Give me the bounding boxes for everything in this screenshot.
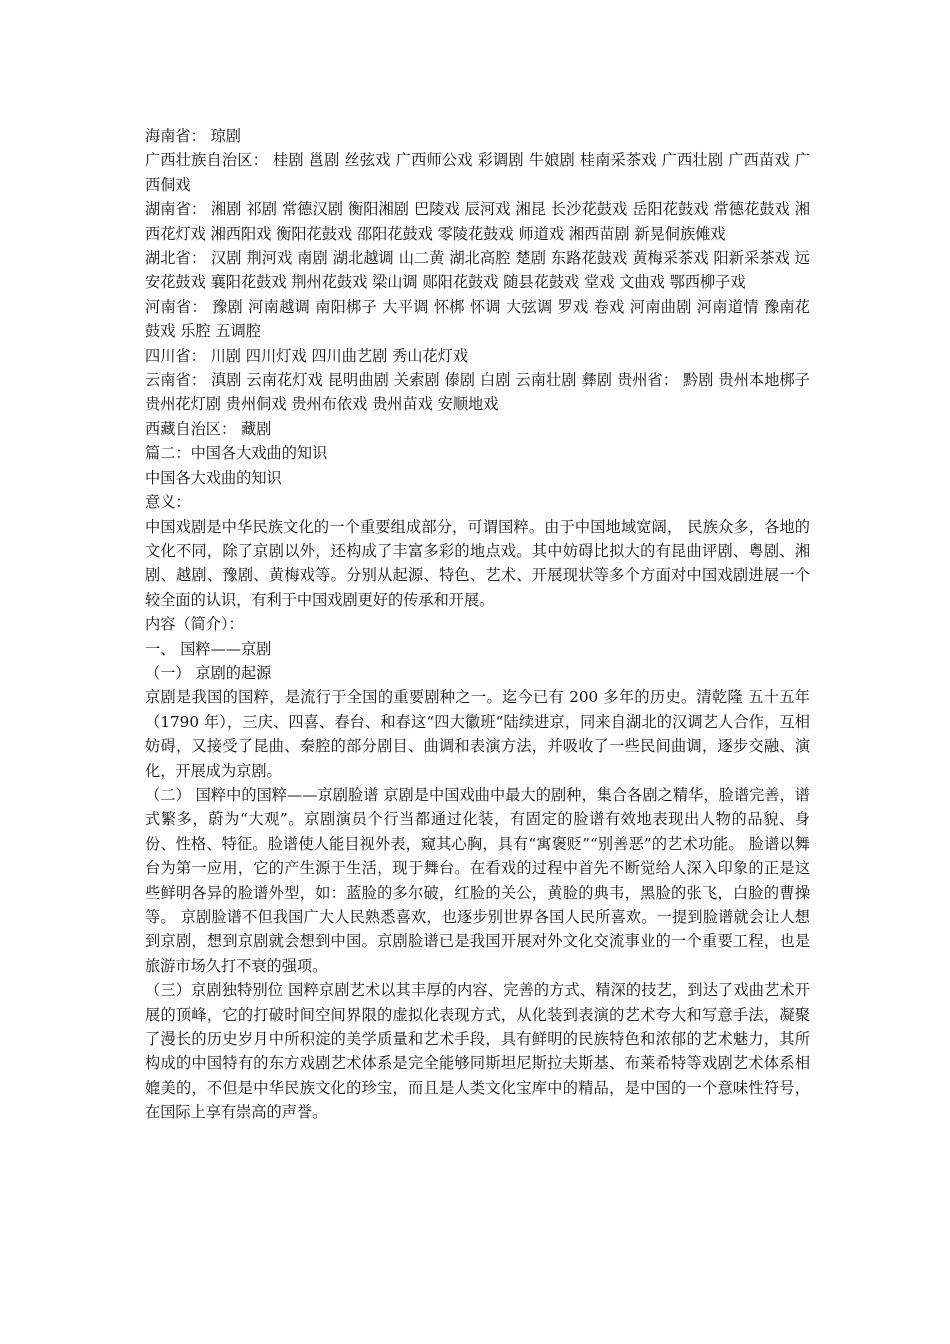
origin-heading: （一） 京剧的起源 — [145, 663, 272, 682]
section-heading: 篇二：中国各大戏曲的知识 — [145, 444, 328, 463]
document-title: 中国各大戏曲的知识 — [145, 468, 282, 487]
hainan-paragraph: 海南省： 琼剧 — [145, 127, 241, 145]
tibet-paragraph: 西藏自治区： 藏剧 — [145, 419, 272, 438]
unique-status-paragraph: （三）京剧独特别位 国粹京剧艺术以其丰厚的内容、完善的方式、精深的技艺，到达了戏曲艺术开展的顶峰，它的打破时间空间界限的虚拟化表现方式，从化装到表演的艺术夸大和写意手法，凝聚了漫长的历史岁月中所积淀的美学质量和艺术手段，具有鲜明的民族特色和浓郁的艺术魅力，其所构成的中国特有的东方戏剧艺术体系是完全能够同斯坦尼斯拉夫斯基、布莱希特等戏剧艺术体系相媲美的，不但是中华民族文化的珍宝，而且是人类文化宝库中的精品，是中国的一个意味性符号，在国际上享有崇高的声誉。 — [145, 981, 810, 1122]
henan-paragraph: 河南省： 豫剧 河南越调 南阳梆子 大平调 怀梆 怀调 大弦调 罗戏 卷戏 河南曲剧 河南道情 豫南花鼓戏 乐腔 五调腔 — [145, 297, 810, 341]
significance-label: 意义： — [145, 493, 191, 512]
hubei-paragraph: 湖北省： 汉剧 荆河戏 南剧 湖北越调 山二黄 湖北高腔 楚剧 东路花鼓戏 黄梅采茶戏 阳新采茶戏 远安花鼓戏 襄阳花鼓戏 荆州花鼓戏 梁山调 郧阳花鼓戏 随县花鼓戏 堂戏 文曲戏 鄂西柳子戏 — [145, 249, 810, 292]
content-label: 内容（简介）： — [145, 615, 244, 634]
hunan-paragraph: 湖南省： 湘剧 祁剧 常德汉剧 衡阳湘剧 巴陵戏 辰河戏 湘昆 长沙花鼓戏 岳阳花鼓戏 常德花鼓戏 湘西花灯戏 湘西阳戏 衡阳花鼓戏 邵阳花鼓戏 零陵花鼓戏 师道戏 湘西苗剧 新晃侗族傩戏 — [145, 200, 810, 243]
origin-paragraph: 京剧是我国的国粹，是流行于全国的重要剧种之一。迄今已有 200 多年的历史。清乾隆 五十五年（1790 年），三庆、四喜、春台、和春这“四大徽班“陆续进京，同来自湖北的汉调艺人合作，互相妨碍，又接受了昆曲、秦腔的部分剧目、曲调和表演方法，并吸收了一些民间曲调，逐步交融、演化，开展成为京剧。 — [145, 688, 810, 780]
part-one-heading: 一、 国粹——京剧 — [145, 639, 272, 658]
significance-paragraph: 中国戏剧是中华民族文化的一个重要组成部分，可谓国粹。由于中国地域宽阔， 民族众多，各地的文化不同，除了京剧以外，还构成了丰富多彩的地点戏。其中妨碍比拟大的有昆曲评剧、粤剧、湘剧、越剧、豫剧、黄梅戏等。分别从起源、特色、艺术、开展现状等多个方面对中国戏剧进展一个较全面的认识，有利于中国戏剧更好的传承和开展。 — [145, 517, 810, 609]
facial-makeup-paragraph: （二） 国粹中的国粹——京剧脸谱 京剧是中国戏曲中最大的剧种，集合各剧之精华，脸谱完善，谱式繁多，蔚为“大观”。京剧演员个行当都通过化装，有固定的脸谱有效地表现出人物的品貌、身份、性格、特征。脸谱使人能目视外表，窥其心胸，具有“寓褒贬”“别善恶”的艺术功能。 脸谱以舞台为第一应用，它的产生源于生活，现于舞台。在看戏的过程中首先不断觉给人深入印象的正是这些鲜明各异的脸谱外型，如：蓝脸的多尔破，红脸的关公，黄脸的典韦，黑脸的张飞，白脸的曹操等。 京剧脸谱不但我国广大人民熟悉喜欢，也逐步别世界各国人民所喜欢。一提到脸谱就会让人想到京剧，想到京剧就会想到中国。京剧脸谱已是我国开展对外文化交流事业的一个重要工程，也是旅游市场久打不衰的强项。 — [145, 785, 810, 975]
document-page — [145, 124, 810, 1125]
guangxi-paragraph: 广西壮族自治区： 桂剧 邕剧 丝弦戏 广西师公戏 彩调剧 牛娘剧 桂南采茶戏 广西壮剧 广西苗戏 广西侗戏 — [145, 151, 810, 194]
yunnan-guizhou-paragraph: 云南省： 滇剧 云南花灯戏 昆明曲剧 关索剧 傣剧 白剧 云南壮剧 彝剧 贵州省： 黔剧 贵州本地梆子 贵州花灯剧 贵州侗戏 贵州布依戏 贵州苗戏 安顺地戏 — [145, 371, 810, 414]
sichuan-paragraph: 四川省： 川剧 四川灯戏 四川曲艺剧 秀山花灯戏 — [145, 346, 469, 365]
